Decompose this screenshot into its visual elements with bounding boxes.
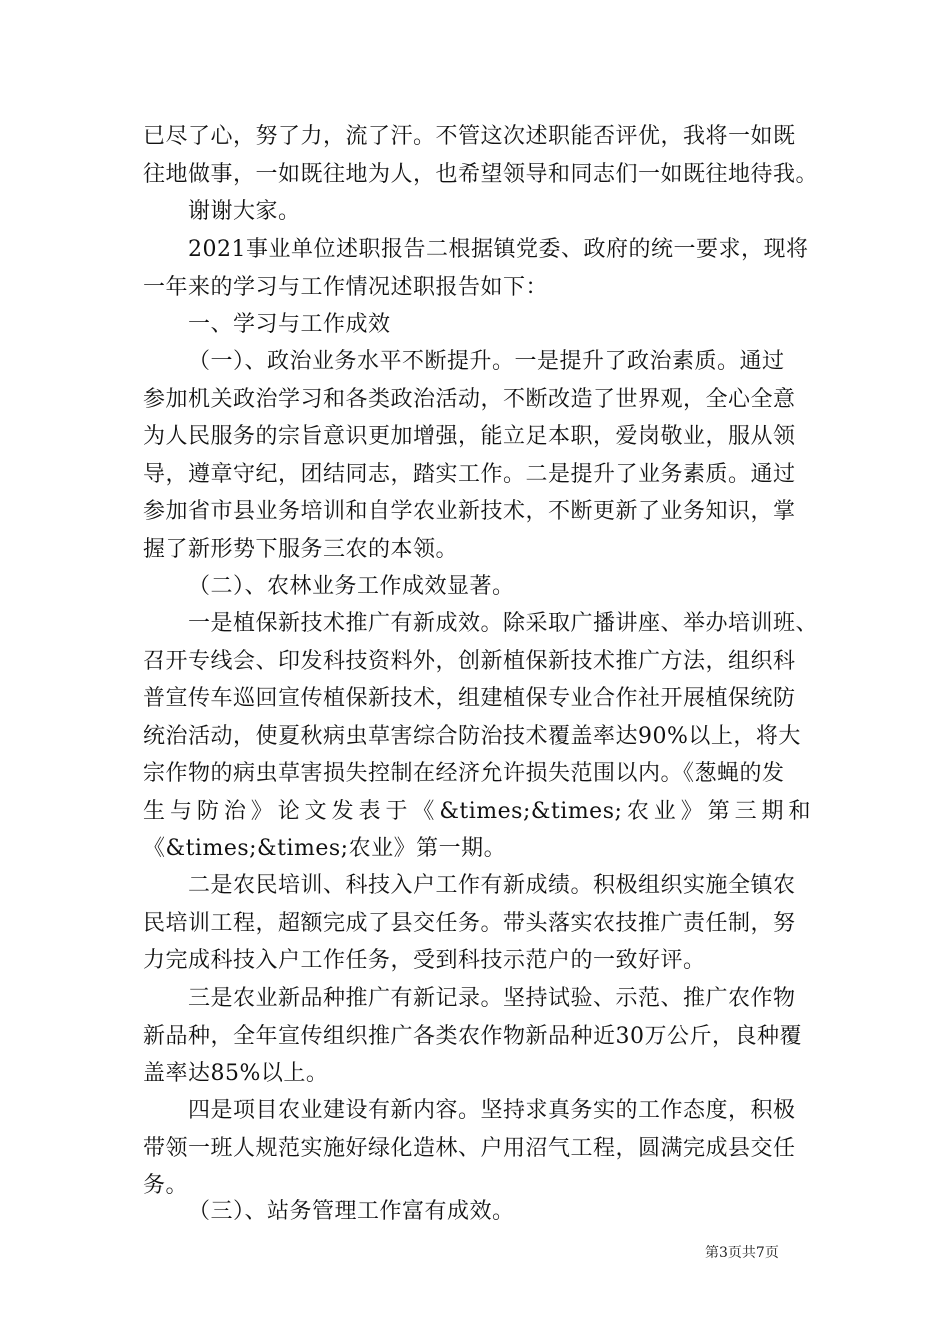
text-token: 第	[707, 799, 731, 824]
text-line: 统治活动，使夏秋病虫草害综合防治技术覆盖率达90%以上，将大	[143, 723, 801, 749]
text-line: 力完成科技入户工作任务，受到科技示范户的一致好评。	[143, 948, 706, 973]
subsection-heading-2	[188, 568, 856, 606]
text-line: 务。	[143, 1173, 189, 1198]
text-token: 发	[331, 799, 355, 824]
text-line: （二）、农林业务工作成效显著。	[188, 574, 515, 599]
subsection-heading-3	[188, 1193, 856, 1231]
text-line: 一年来的学习与工作情况述职报告如下：	[143, 274, 549, 300]
text-line: 四是项目农业建设有新内容。坚持求真务实的工作态度，积极	[188, 1098, 796, 1123]
text-token: 《	[412, 799, 435, 824]
text-line: 为人民服务的宗旨意识更加增强，能立足本职，爱岗敬业，服从领	[143, 424, 796, 449]
text-token: 表	[358, 799, 382, 824]
text-line: 握了新形势下服务三农的本领。	[143, 536, 459, 562]
paragraph-7-end	[143, 830, 811, 868]
text-token: 期	[761, 799, 785, 824]
text-line: （三）、站务管理工作富有成效。	[188, 1199, 515, 1224]
text-token: 论	[277, 799, 301, 824]
text-line: 三是农业新品种推广有新记录。坚持试验、示范、推广农作物	[188, 986, 796, 1011]
text-line: 盖率达85%以上。	[143, 1061, 329, 1086]
text-token: 和	[788, 799, 811, 824]
section-heading-1	[188, 306, 856, 344]
paragraph-7	[143, 605, 819, 793]
text-line: 谢谢大家。	[188, 199, 301, 224]
page-number-footer: 第3页共7页	[705, 1245, 779, 1261]
text-line: 《&times;&times;农业》第一期。	[143, 836, 507, 861]
text-token: 》	[680, 799, 704, 824]
text-line: 参加机关政治学习和各类政治活动，不断改造了世界观，全心全意	[143, 386, 796, 412]
justified-line	[143, 793, 811, 831]
text-line: 宗作物的病虫草害损失控制在经济允许损失范围以内。《葱蝇的发	[143, 761, 785, 786]
paragraph-9	[143, 980, 811, 1093]
text-token: 文	[304, 799, 328, 824]
text-token: 与	[169, 799, 193, 824]
text-line: 导，遵章守纪，团结同志，踏实工作。二是提升了业务素质。通过	[143, 461, 796, 487]
text-line: 一、学习与工作成效	[188, 312, 391, 337]
paragraph-1	[143, 118, 819, 193]
paragraph-10	[143, 1092, 811, 1205]
text-line: 参加省市县业务培训和自学农业新技术，不断更新了业务知识，掌	[143, 499, 796, 524]
text-line: 一是植保新技术推广有新成效。除采取广播讲座、举办培训班、	[188, 611, 819, 636]
text-token: 生	[143, 799, 166, 824]
text-token: 三	[734, 799, 758, 824]
text-line: 2021事业单位述职报告二根据镇党委、政府的统一要求，现将	[188, 237, 809, 262]
paragraph-2	[188, 193, 856, 231]
text-line: （一）、政治业务水平不断提升。一是提升了政治素质。通过	[188, 349, 785, 374]
text-line: 普宣传车巡回宣传植保新技术，组建植保专业合作社开展植保统防	[143, 686, 796, 711]
text-token: 业	[653, 799, 677, 824]
text-token: 农	[626, 799, 650, 824]
paragraph-3	[143, 231, 811, 306]
text-token: 》	[250, 799, 274, 824]
text-token: 防	[196, 799, 220, 824]
text-line: 召开专线会、印发科技资料外，创新植保新技术推广方法，组织科	[143, 648, 796, 674]
text-token: &times;&times;	[439, 799, 623, 824]
paragraph-5	[143, 343, 811, 568]
paragraph-8	[143, 867, 811, 980]
text-line: 已尽了心，努了力，流了汗。不管这次述职能否评优，我将一如既	[143, 124, 796, 149]
text-line: 往地做事，一如既往地为人，也希望领导和同志们一如既往地待我。	[143, 161, 819, 187]
text-line: 新品种，全年宣传组织推广各类农作物新品种近30万公斤，良种覆	[143, 1023, 802, 1049]
text-token: 于	[385, 799, 408, 824]
text-line: 二是农民培训、科技入户工作有新成绩。积极组织实施全镇农	[188, 873, 796, 898]
text-token: 治	[223, 799, 247, 824]
text-line: 带领一班人规范实施好绿化造林、户用沼气工程，圆满完成县交任	[143, 1135, 796, 1161]
text-line: 民培训工程，超额完成了县交任务。带头落实农技推广责任制，努	[143, 910, 796, 936]
